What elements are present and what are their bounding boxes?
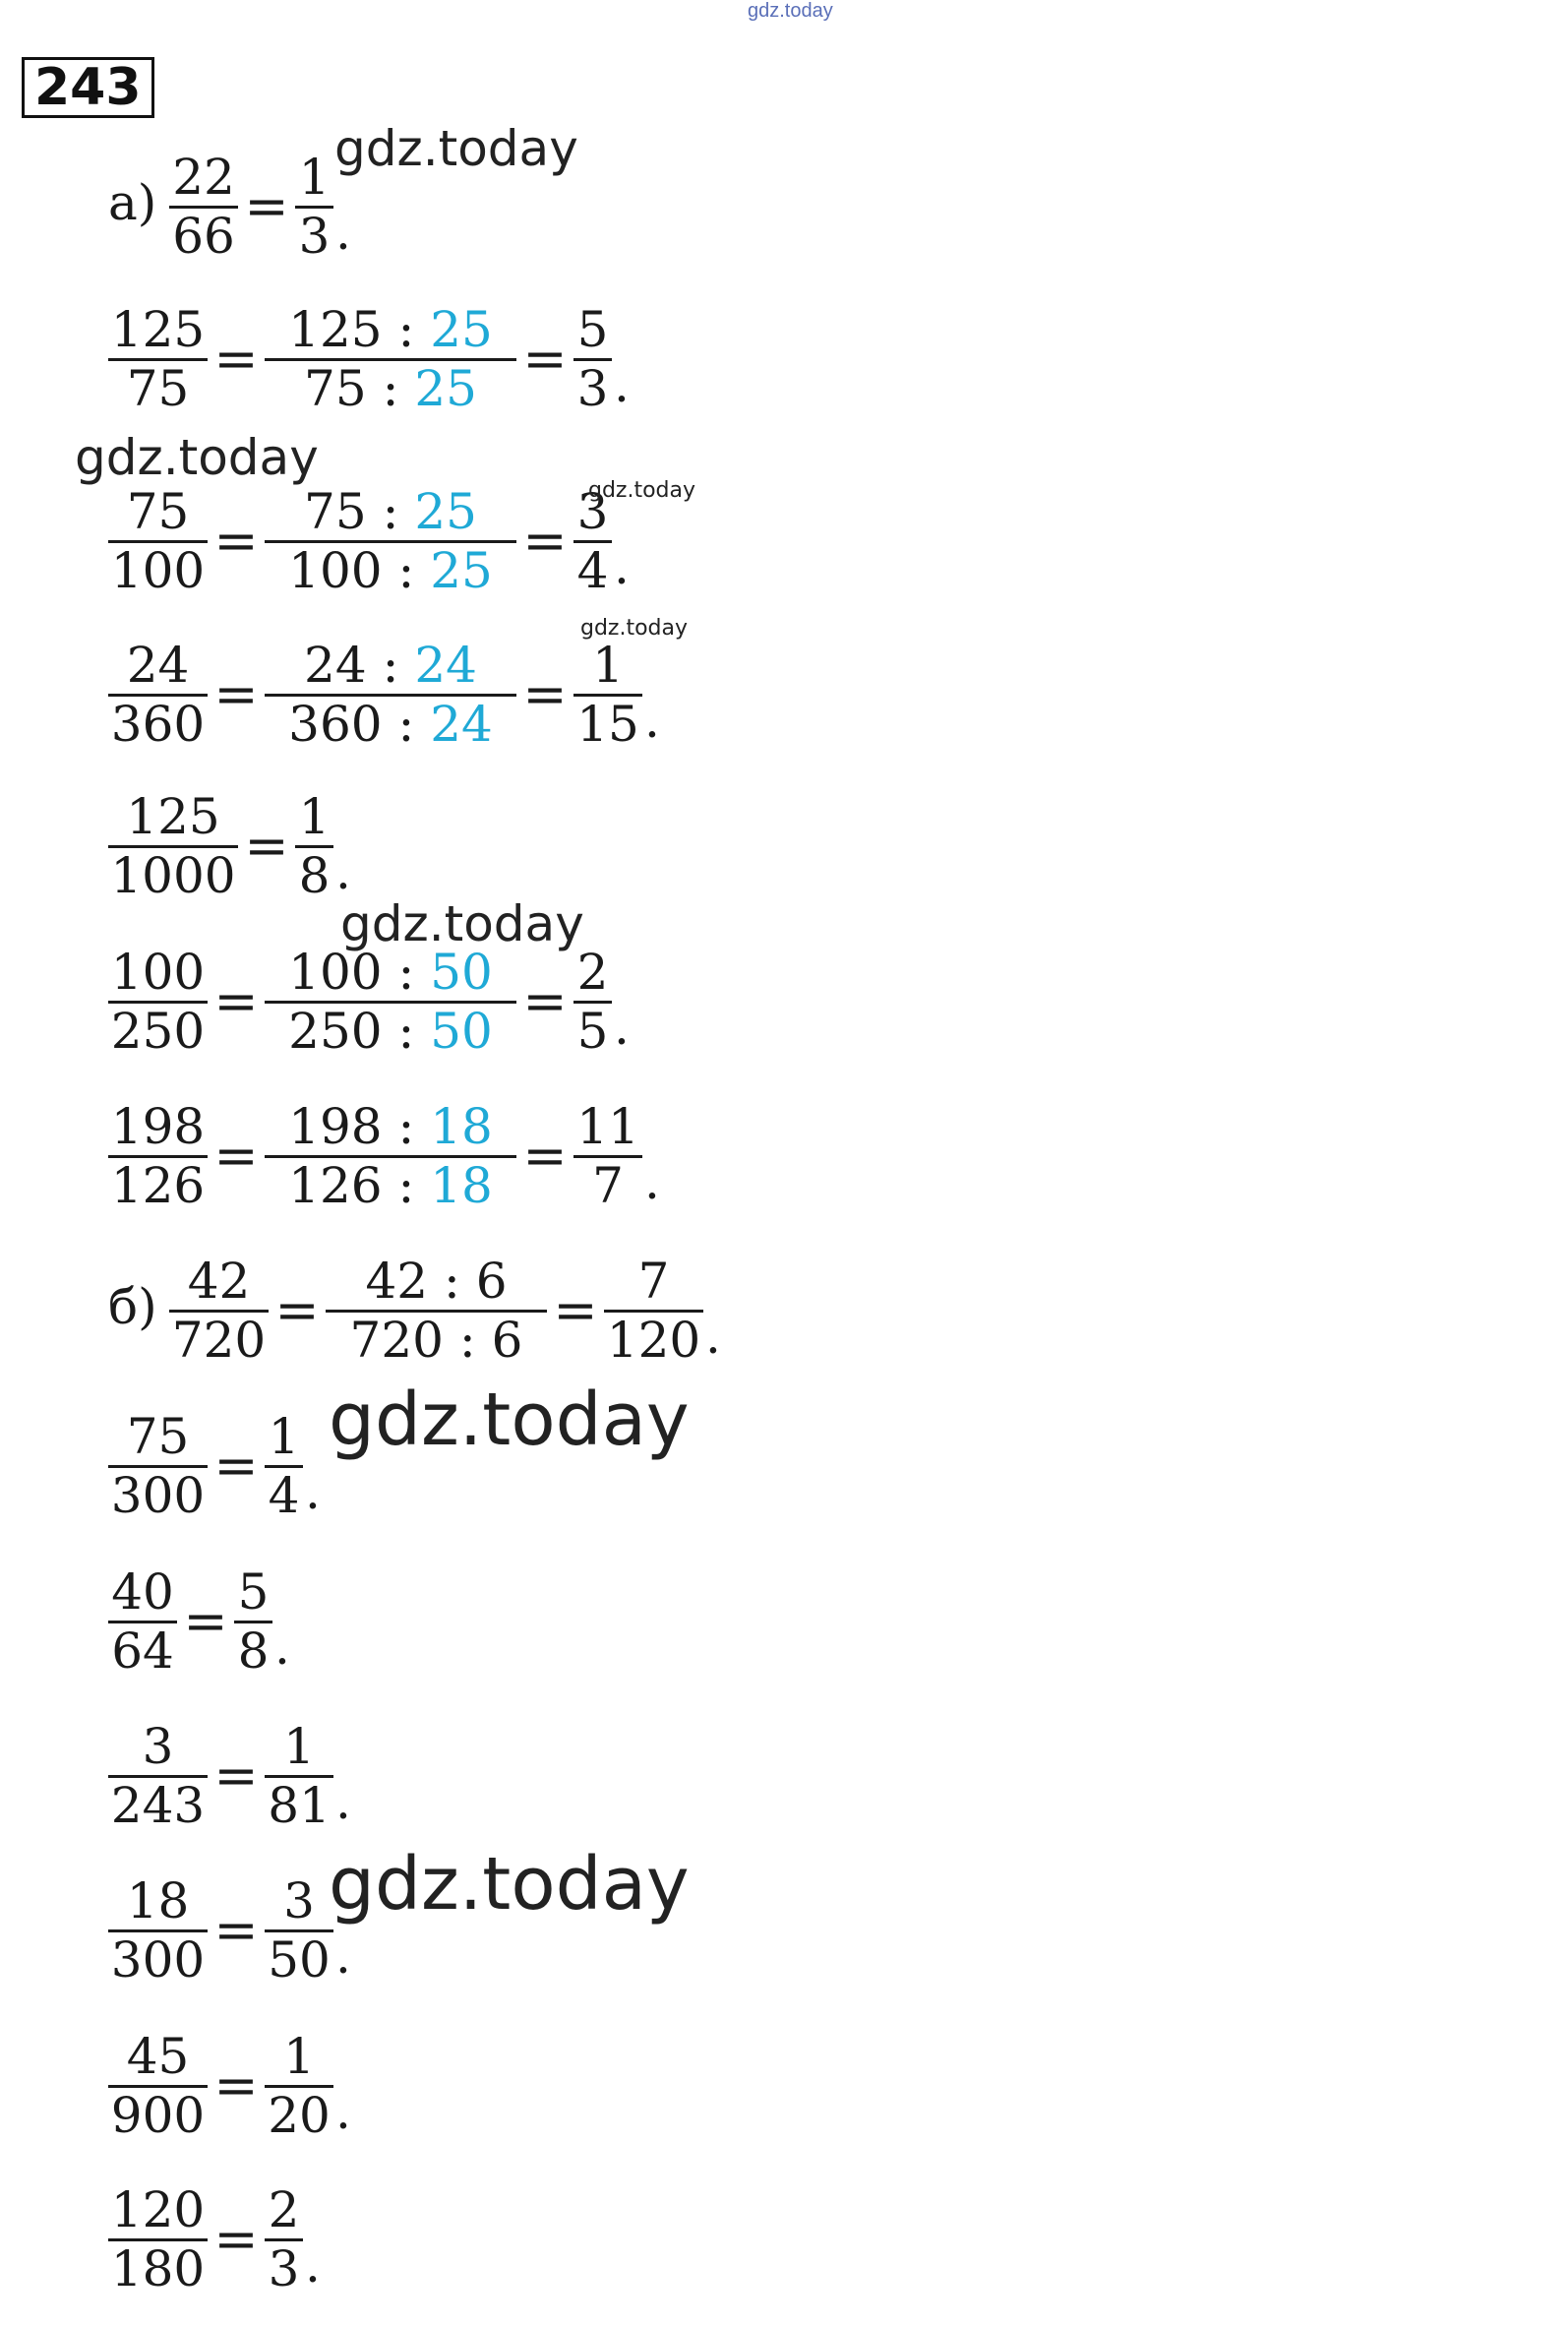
period: . bbox=[644, 1153, 660, 1210]
denominator: 100 : 25 bbox=[288, 542, 493, 599]
numerator: 18 bbox=[126, 1872, 190, 1929]
numerator: 45 bbox=[126, 2028, 190, 2085]
divisor: 18 bbox=[430, 1157, 493, 1214]
divisor: 24 bbox=[414, 637, 477, 694]
divisor: 25 bbox=[414, 483, 477, 540]
fraction bbox=[265, 482, 516, 600]
fraction bbox=[108, 943, 208, 1061]
fraction bbox=[604, 1252, 703, 1370]
fraction bbox=[265, 2180, 303, 2298]
numerator: 40 bbox=[111, 1563, 174, 1621]
equals-sign: = bbox=[213, 2208, 259, 2270]
fraction bbox=[108, 636, 208, 754]
denominator: 900 bbox=[110, 2087, 206, 2144]
part-label: а) bbox=[108, 174, 157, 231]
divisor: 18 bbox=[430, 1098, 493, 1155]
numerator: 1 bbox=[298, 788, 331, 845]
denominator: 300 bbox=[110, 1931, 206, 1989]
part-label: б) bbox=[108, 1278, 157, 1335]
numerator: 24 : 24 bbox=[304, 637, 477, 694]
denominator: 50 bbox=[268, 1931, 331, 1989]
fraction bbox=[108, 2027, 208, 2145]
period: . bbox=[305, 1463, 321, 1520]
fraction bbox=[265, 943, 516, 1061]
denominator: 66 bbox=[172, 208, 235, 265]
period: . bbox=[705, 1308, 721, 1365]
denominator: 3 bbox=[576, 360, 609, 417]
divisor: 25 bbox=[430, 542, 493, 599]
equals-sign: = bbox=[213, 663, 259, 725]
fraction bbox=[573, 1097, 642, 1215]
equation-line bbox=[108, 2027, 1092, 2145]
equals-sign: = bbox=[213, 2054, 259, 2116]
numerator: 125 bbox=[110, 301, 206, 358]
numerator: 1 bbox=[298, 149, 331, 206]
equals-sign: = bbox=[522, 663, 568, 725]
denominator: 3 bbox=[298, 208, 331, 265]
numerator: 22 bbox=[172, 149, 235, 206]
equation-line bbox=[108, 300, 1092, 418]
period: . bbox=[335, 1928, 351, 1985]
equals-sign: = bbox=[213, 1744, 259, 1806]
fraction bbox=[108, 300, 208, 418]
numerator: 100 bbox=[110, 944, 206, 1001]
period: . bbox=[335, 843, 351, 900]
numerator: 120 bbox=[110, 2181, 206, 2238]
denominator: 4 bbox=[268, 1467, 300, 1524]
period: . bbox=[335, 204, 351, 261]
denominator: 75 : 25 bbox=[304, 360, 477, 417]
fraction bbox=[108, 1097, 208, 1215]
numerator: 2 bbox=[576, 944, 609, 1001]
period: . bbox=[305, 2236, 321, 2294]
watermark: gdz.today bbox=[75, 429, 319, 486]
denominator: 300 bbox=[110, 1467, 206, 1524]
equals-sign: = bbox=[522, 1125, 568, 1187]
numerator: 1 bbox=[268, 1408, 300, 1465]
denominator: 81 bbox=[268, 1777, 331, 1834]
numerator: 7 bbox=[637, 1253, 670, 1310]
denominator: 250 : 50 bbox=[288, 1003, 493, 1060]
fraction bbox=[108, 2180, 208, 2298]
watermark: gdz.today bbox=[588, 478, 696, 503]
numerator: 125 bbox=[126, 788, 220, 845]
fraction bbox=[108, 1407, 208, 1525]
denominator: 250 bbox=[110, 1003, 206, 1060]
denominator: 720 bbox=[171, 1312, 267, 1369]
equation-line bbox=[108, 1097, 1092, 1215]
fraction bbox=[234, 1562, 272, 1681]
period: . bbox=[614, 999, 630, 1056]
equals-sign: = bbox=[213, 1899, 259, 1961]
denominator: 360 bbox=[110, 696, 206, 753]
numerator: 3 bbox=[576, 483, 609, 540]
numerator: 11 bbox=[576, 1098, 639, 1155]
numerator: 198 : 18 bbox=[288, 1098, 493, 1155]
denominator: 126 : 18 bbox=[288, 1157, 493, 1214]
divisor: 50 bbox=[430, 1003, 493, 1060]
denominator: 8 bbox=[237, 1622, 270, 1680]
denominator: 7 bbox=[592, 1157, 624, 1214]
watermark: gdz.today bbox=[334, 120, 578, 177]
numerator: 1 bbox=[283, 1718, 315, 1775]
equation-line bbox=[108, 1252, 1092, 1370]
period: . bbox=[614, 538, 630, 595]
equals-sign: = bbox=[183, 1590, 228, 1652]
period: . bbox=[274, 1619, 290, 1676]
divisor: 25 bbox=[414, 360, 477, 417]
denominator: 8 bbox=[298, 847, 331, 904]
denominator: 243 bbox=[110, 1777, 206, 1834]
fraction bbox=[295, 787, 333, 905]
fraction bbox=[265, 1871, 333, 1989]
equals-sign: = bbox=[274, 1279, 320, 1341]
fraction bbox=[169, 1252, 269, 1370]
watermark: gdz.today bbox=[340, 895, 584, 952]
equals-sign: = bbox=[522, 970, 568, 1032]
fraction bbox=[265, 2027, 333, 2145]
denominator: 720 : 6 bbox=[349, 1312, 523, 1369]
problem-number: 243 bbox=[22, 57, 154, 118]
denominator: 3 bbox=[268, 2240, 300, 2297]
equation-line bbox=[108, 1717, 1092, 1835]
numerator: 198 bbox=[110, 1098, 206, 1155]
numerator: 42 : 6 bbox=[365, 1253, 508, 1310]
equals-sign: = bbox=[213, 1125, 259, 1187]
denominator: 5 bbox=[576, 1003, 609, 1060]
numerator: 5 bbox=[237, 1563, 270, 1621]
equals-sign: = bbox=[522, 328, 568, 390]
divisor: 24 bbox=[430, 696, 493, 753]
equals-sign: = bbox=[244, 815, 289, 877]
numerator: 2 bbox=[268, 2181, 300, 2238]
header-watermark: gdz.today bbox=[748, 0, 833, 22]
fraction bbox=[108, 482, 208, 600]
fraction bbox=[108, 1717, 208, 1835]
period: . bbox=[335, 2083, 351, 2140]
denominator: 4 bbox=[576, 542, 609, 599]
denominator: 180 bbox=[110, 2240, 206, 2297]
divisor: 50 bbox=[430, 944, 493, 1001]
equals-sign: = bbox=[213, 510, 259, 572]
numerator: 1 bbox=[592, 637, 624, 694]
numerator: 75 bbox=[126, 483, 190, 540]
numerator: 5 bbox=[576, 301, 609, 358]
denominator: 15 bbox=[576, 696, 639, 753]
fraction bbox=[573, 636, 642, 754]
numerator: 100 : 50 bbox=[288, 944, 493, 1001]
equation-line bbox=[108, 2180, 1092, 2298]
fraction bbox=[573, 943, 612, 1061]
numerator: 125 : 25 bbox=[288, 301, 493, 358]
fraction bbox=[265, 1407, 303, 1525]
fraction bbox=[265, 636, 516, 754]
fraction bbox=[326, 1252, 547, 1370]
fraction bbox=[265, 1097, 516, 1215]
denominator: 100 bbox=[110, 542, 206, 599]
numerator: 42 bbox=[187, 1253, 251, 1310]
fraction bbox=[108, 1562, 177, 1681]
denominator: 120 bbox=[606, 1312, 701, 1369]
numerator: 75 : 25 bbox=[304, 483, 477, 540]
period: . bbox=[644, 692, 660, 749]
numerator: 3 bbox=[142, 1718, 174, 1775]
watermark: gdz.today bbox=[329, 1842, 690, 1927]
denominator: 75 bbox=[126, 360, 190, 417]
equals-sign: = bbox=[213, 1435, 259, 1497]
equation-line bbox=[108, 1562, 1092, 1681]
period: . bbox=[335, 1773, 351, 1830]
numerator: 75 bbox=[126, 1408, 190, 1465]
equals-sign: = bbox=[213, 970, 259, 1032]
numerator: 3 bbox=[283, 1872, 315, 1929]
denominator: 1000 bbox=[110, 847, 236, 904]
fraction bbox=[108, 787, 238, 905]
equation-line bbox=[108, 636, 1092, 754]
period: . bbox=[614, 356, 630, 413]
equals-sign: = bbox=[244, 175, 289, 237]
fraction bbox=[108, 1871, 208, 1989]
equation-line bbox=[108, 943, 1092, 1061]
equals-sign: = bbox=[213, 328, 259, 390]
denominator: 360 : 24 bbox=[288, 696, 493, 753]
fraction bbox=[295, 148, 333, 266]
equals-sign: = bbox=[522, 510, 568, 572]
divisor: 25 bbox=[430, 301, 493, 358]
denominator: 20 bbox=[268, 2087, 331, 2144]
equation-line bbox=[108, 148, 1092, 266]
equation-line bbox=[108, 787, 1092, 905]
watermark: gdz.today bbox=[580, 616, 689, 641]
denominator: 126 bbox=[110, 1157, 206, 1214]
fraction bbox=[265, 1717, 333, 1835]
watermark: gdz.today bbox=[329, 1377, 690, 1462]
numerator: 24 bbox=[126, 637, 190, 694]
fraction bbox=[169, 148, 238, 266]
fraction bbox=[573, 300, 612, 418]
equals-sign: = bbox=[553, 1279, 598, 1341]
denominator: 64 bbox=[111, 1622, 174, 1680]
fraction bbox=[265, 300, 516, 418]
numerator: 1 bbox=[283, 2028, 315, 2085]
